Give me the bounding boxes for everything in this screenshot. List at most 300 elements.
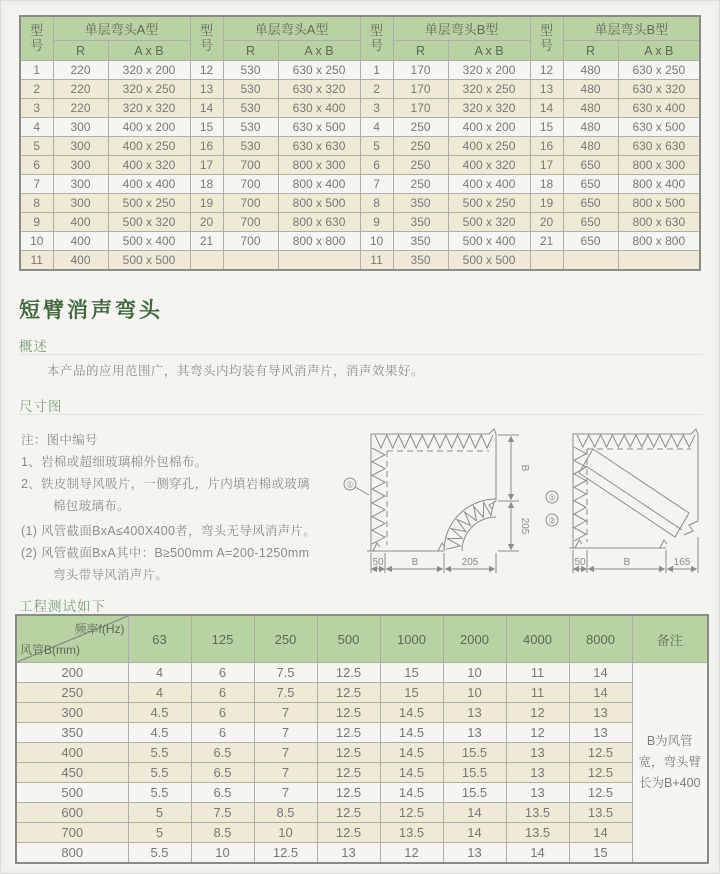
elbow-cell: 700 (223, 194, 278, 213)
elbow-cell: 4 (360, 118, 393, 137)
elbow-cell: 650 (563, 213, 618, 232)
elbow-cell: 300 (53, 156, 108, 175)
elbow-cell: 220 (53, 61, 108, 80)
elbow-cell: 250 (393, 175, 448, 194)
test-cell: 12.5 (569, 783, 632, 803)
elbow-cell: 300 (53, 194, 108, 213)
elbow-model-header: 型号 (190, 16, 223, 61)
test-cell: 13.5 (380, 823, 443, 843)
elbow-cell: 800 x 400 (618, 175, 700, 194)
test-cell: 15.5 (443, 763, 506, 783)
elbow-cell: 5 (20, 137, 53, 156)
test-cell: 7.5 (191, 803, 254, 823)
elbow-cell: 10 (20, 232, 53, 251)
test-cell: 13 (506, 743, 569, 763)
elbow-cell: 500 x 250 (448, 194, 530, 213)
test-cell: 12.5 (317, 783, 380, 803)
elbow-table-row (20, 156, 700, 175)
elbow-cell: 11 (20, 251, 53, 271)
diagonal-header-cell (17, 616, 128, 662)
elbow-cell: 530 (223, 137, 278, 156)
elbow-cell: 800 x 630 (278, 213, 360, 232)
elbow-cell: 13 (530, 80, 563, 99)
test-cell: 7.5 (254, 683, 317, 703)
elbow-cell: 15 (530, 118, 563, 137)
test-cell: 12.5 (317, 823, 380, 843)
test-cell: 12.5 (569, 763, 632, 783)
elbow-cell: 350 (393, 213, 448, 232)
elbow-cell: 500 x 320 (108, 213, 190, 232)
elbow-cell: 9 (20, 213, 53, 232)
test-cell: 7 (254, 763, 317, 783)
test-cell: 12 (380, 843, 443, 864)
elbow-cell: 17 (190, 156, 223, 175)
elbow-cell: 400 x 400 (448, 175, 530, 194)
dim-205-right: 205 (519, 517, 530, 535)
test-cell: 700 (16, 823, 128, 843)
elbow-cell: 11 (360, 251, 393, 271)
test-table-row (16, 743, 708, 763)
test-cell: 8.5 (191, 823, 254, 843)
note-line: 2、铁皮制导风吸片，一侧穿孔，片内填岩棉或玻璃 (21, 477, 310, 491)
elbow-cell: 400 x 200 (448, 118, 530, 137)
test-cell: 5.5 (128, 763, 191, 783)
elbow-group-title-a1: 单层弯头A型 (53, 16, 190, 41)
elbow-cell: 300 (53, 175, 108, 194)
elbow-cell: 7 (360, 175, 393, 194)
remark-header: 备注 (632, 615, 708, 663)
test-cell: 10 (191, 843, 254, 864)
test-cell: 10 (443, 683, 506, 703)
elbow-cell: 630 x 500 (618, 118, 700, 137)
note-line: 棉包玻璃布。 (53, 499, 130, 513)
elbow-cell: 7 (20, 175, 53, 194)
test-table-row (16, 803, 708, 823)
test-cell: 15 (380, 663, 443, 683)
elbow-cell: 400 (53, 251, 108, 271)
test-cell: 4 (128, 683, 191, 703)
elbow-cell: 400 x 250 (448, 137, 530, 156)
r-header: R (563, 41, 618, 61)
elbow-cell: 15 (190, 118, 223, 137)
elbow-cell: 630 x 400 (278, 99, 360, 118)
elbow-cell: 320 x 200 (448, 61, 530, 80)
test-cell: 5 (128, 823, 191, 843)
test-cell: 13.5 (506, 803, 569, 823)
elbow-cell: 10 (360, 232, 393, 251)
test-cell: 7 (254, 723, 317, 743)
elbow-cell: 500 x 400 (108, 232, 190, 251)
test-cell: 350 (16, 723, 128, 743)
elbow-cell: 6 (20, 156, 53, 175)
elbow-cell: 250 (393, 137, 448, 156)
remark-cell: B为风管宽，弯头臂长为B+400 (632, 663, 708, 864)
elbow-cell: 800 x 800 (618, 232, 700, 251)
test-cell: 300 (16, 703, 128, 723)
elbow-cell: 170 (393, 80, 448, 99)
elbow-table-row (20, 80, 700, 99)
elbow-dimension-diagram-curved (339, 421, 546, 595)
elbow-cell: 400 (53, 232, 108, 251)
elbow-cell: 320 x 320 (448, 99, 530, 118)
elbow-cell: 480 (563, 118, 618, 137)
note-line: (1) 风管截面BxA≤400X400者，弯头无导风消声片。 (21, 524, 317, 538)
test-table-row (16, 703, 708, 723)
test-cell: 8.5 (254, 803, 317, 823)
elbow-cell: 20 (190, 213, 223, 232)
dim-b-bottom: B (411, 557, 419, 568)
test-cell: 14 (506, 843, 569, 864)
elbow-cell: 3 (20, 99, 53, 118)
test-cell: 5 (128, 803, 191, 823)
callout-1: ① (346, 479, 354, 490)
test-table-row (16, 843, 708, 864)
test-cell: 6 (191, 703, 254, 723)
elbow-cell: 18 (530, 175, 563, 194)
dim-50-bottom: 50 (574, 557, 586, 568)
elbow-cell: 350 (393, 251, 448, 271)
elbow-cell: 650 (563, 194, 618, 213)
freq-col-header: 8000 (569, 615, 632, 663)
elbow-cell: 800 x 800 (278, 232, 360, 251)
elbow-cell: 8 (360, 194, 393, 213)
dim-b-bottom: B (623, 557, 631, 568)
test-cell: 12.5 (317, 763, 380, 783)
elbow-table-row (20, 61, 700, 80)
elbow-cell: 21 (530, 232, 563, 251)
elbow-cell: 320 x 200 (108, 61, 190, 80)
test-cell: 500 (16, 783, 128, 803)
test-cell: 11 (506, 663, 569, 683)
r-header: R (53, 41, 108, 61)
elbow-cell: 800 x 400 (278, 175, 360, 194)
test-cell: 13 (317, 843, 380, 864)
elbow-cell: 19 (190, 194, 223, 213)
elbow-cell: 17 (530, 156, 563, 175)
elbow-cell: 630 x 630 (618, 137, 700, 156)
test-cell: 14 (443, 803, 506, 823)
elbow-cell: 630 x 250 (278, 61, 360, 80)
elbow-cell: 400 x 320 (448, 156, 530, 175)
elbow-group-title-b1: 单层弯头B型 (393, 16, 530, 41)
test-cell: 15 (569, 843, 632, 864)
elbow-cell: 300 (53, 118, 108, 137)
test-cell: 600 (16, 803, 128, 823)
elbow-cell: 16 (530, 137, 563, 156)
elbow-cell: 480 (563, 137, 618, 156)
elbow-cell: 21 (190, 232, 223, 251)
section-test-label: 工程测试如下 (19, 599, 106, 614)
elbow-cell: 500 x 500 (108, 251, 190, 271)
test-cell: 12.5 (317, 723, 380, 743)
elbow-table-row (20, 175, 700, 194)
test-cell: 12.5 (317, 743, 380, 763)
elbow-cell: 480 (563, 80, 618, 99)
elbow-cell: 700 (223, 232, 278, 251)
elbow-cell: 170 (393, 61, 448, 80)
elbow-cell: 1 (360, 61, 393, 80)
freq-col-header: 125 (191, 615, 254, 663)
elbow-cell: 2 (360, 80, 393, 99)
test-cell: 13 (569, 723, 632, 743)
dim-165-bottom: 165 (673, 557, 691, 568)
elbow-cell: 300 (53, 137, 108, 156)
test-cell: 14.5 (380, 743, 443, 763)
elbow-cell: 530 (223, 118, 278, 137)
callout-1: ① (548, 492, 556, 503)
note-line: 1、岩棉或超细玻璃棉外包棉布。 (21, 455, 208, 469)
test-cell: 6.5 (191, 783, 254, 803)
elbow-cell: 250 (393, 156, 448, 175)
test-cell: 13 (443, 843, 506, 864)
test-table-row (16, 763, 708, 783)
test-cell: 6 (191, 723, 254, 743)
elbow-group-title-a2: 单层弯头A型 (223, 16, 360, 41)
elbow-cell: 650 (563, 156, 618, 175)
r-header: R (393, 41, 448, 61)
elbow-cell: 18 (190, 175, 223, 194)
elbow-cell: 320 x 320 (108, 99, 190, 118)
test-cell: 7 (254, 783, 317, 803)
elbow-table-row (20, 118, 700, 137)
elbow-cell: 800 x 500 (618, 194, 700, 213)
elbow-cell: 500 x 500 (448, 251, 530, 271)
elbow-cell: 800 x 630 (618, 213, 700, 232)
axb-header: A x B (618, 41, 700, 61)
test-cell: 4 (128, 663, 191, 683)
test-cell: 4.5 (128, 703, 191, 723)
elbow-model-header: 型号 (20, 16, 53, 61)
test-cell: 13 (443, 703, 506, 723)
test-cell: 12.5 (254, 843, 317, 864)
elbow-table-row (20, 194, 700, 213)
elbow-cell: 500 x 250 (108, 194, 190, 213)
elbow-cell: 630 x 320 (618, 80, 700, 99)
elbow-cell: 700 (223, 156, 278, 175)
test-table-row (16, 683, 708, 703)
elbow-cell: 1 (20, 61, 53, 80)
test-cell: 12 (506, 703, 569, 723)
elbow-table-row (20, 213, 700, 232)
elbow-cell: 350 (393, 232, 448, 251)
elbow-cell (563, 251, 618, 271)
test-cell: 12.5 (317, 803, 380, 823)
test-cell: 13.5 (506, 823, 569, 843)
elbow-cell: 14 (190, 99, 223, 118)
elbow-cell: 530 (223, 61, 278, 80)
elbow-cell (223, 251, 278, 271)
elbow-cell: 5 (360, 137, 393, 156)
elbow-cell (618, 251, 700, 271)
elbow-cell: 480 (563, 99, 618, 118)
elbow-cell: 170 (393, 99, 448, 118)
test-cell: 6 (191, 663, 254, 683)
elbow-cell: 630 x 400 (618, 99, 700, 118)
elbow-cell: 4 (20, 118, 53, 137)
elbow-table-row (20, 232, 700, 251)
elbow-cell: 800 x 300 (278, 156, 360, 175)
elbow-cell: 13 (190, 80, 223, 99)
elbow-table-row (20, 99, 700, 118)
elbow-cell (530, 251, 563, 271)
axb-header: A x B (108, 41, 190, 61)
elbow-cell: 250 (393, 118, 448, 137)
test-table-row (16, 663, 708, 683)
acoustic-test-table (15, 614, 709, 864)
axb-header: A x B (448, 41, 530, 61)
elbow-cell: 350 (393, 194, 448, 213)
duct-width-header: 风管B(mm) (20, 643, 80, 657)
overview-text: 本产品的应用范围广，其弯头内均装有导风消声片，消声效果好。 (47, 364, 425, 378)
test-cell: 12.5 (317, 663, 380, 683)
test-cell: 13 (569, 703, 632, 723)
page-title: 短臂消声弯头 (19, 298, 163, 322)
elbow-cell: 500 x 400 (448, 232, 530, 251)
elbow-model-header: 型号 (360, 16, 393, 61)
elbow-cell (278, 251, 360, 271)
elbow-size-table (19, 15, 701, 271)
elbow-cell: 400 x 320 (108, 156, 190, 175)
elbow-cell (190, 251, 223, 271)
test-cell: 13 (506, 783, 569, 803)
test-cell: 14.5 (380, 723, 443, 743)
elbow-cell: 480 (563, 61, 618, 80)
test-cell: 6.5 (191, 743, 254, 763)
dim-b-right: B (519, 464, 530, 472)
elbow-cell: 320 x 250 (108, 80, 190, 99)
test-cell: 6.5 (191, 763, 254, 783)
elbow-cell: 700 (223, 175, 278, 194)
freq-col-header: 500 (317, 615, 380, 663)
elbow-cell: 14 (530, 99, 563, 118)
test-cell: 12.5 (317, 703, 380, 723)
elbow-table-row (20, 137, 700, 156)
r-header: R (223, 41, 278, 61)
elbow-table-row (20, 251, 700, 271)
test-cell: 12 (506, 723, 569, 743)
test-cell: 13.5 (569, 803, 632, 823)
test-cell: 800 (16, 843, 128, 864)
test-cell: 200 (16, 663, 128, 683)
test-cell: 14 (569, 663, 632, 683)
test-cell: 5.5 (128, 743, 191, 763)
elbow-cell: 650 (563, 232, 618, 251)
axb-header: A x B (278, 41, 360, 61)
elbow-cell: 500 x 320 (448, 213, 530, 232)
dim-50-bottom: 50 (372, 557, 384, 568)
elbow-cell: 8 (20, 194, 53, 213)
elbow-cell: 220 (53, 80, 108, 99)
test-cell: 400 (16, 743, 128, 763)
test-cell: 13 (443, 723, 506, 743)
elbow-cell: 6 (360, 156, 393, 175)
test-cell: 7.5 (254, 663, 317, 683)
test-cell: 4.5 (128, 723, 191, 743)
test-cell: 12.5 (380, 803, 443, 823)
elbow-cell: 2 (20, 80, 53, 99)
elbow-dimension-diagram-vane (541, 421, 713, 595)
elbow-cell: 800 x 500 (278, 194, 360, 213)
freq-col-header: 4000 (506, 615, 569, 663)
test-cell: 7 (254, 743, 317, 763)
elbow-cell: 220 (53, 99, 108, 118)
note-line: (2) 风管截面BxA其中：B≥500mm A=200-1250mm (21, 546, 310, 560)
note-line: 注：图中编号 (21, 433, 98, 447)
test-table-row (16, 823, 708, 843)
test-cell: 15.5 (443, 783, 506, 803)
test-table-row (16, 783, 708, 803)
test-cell: 250 (16, 683, 128, 703)
test-cell: 10 (254, 823, 317, 843)
elbow-cell: 20 (530, 213, 563, 232)
test-cell: 14 (443, 823, 506, 843)
divider (19, 354, 703, 355)
elbow-model-header: 型号 (530, 16, 563, 61)
note-line: 弯头带导风消声片。 (53, 568, 169, 582)
test-cell: 5.5 (128, 843, 191, 864)
elbow-cell: 12 (190, 61, 223, 80)
callout-2: ② (548, 515, 556, 526)
elbow-cell: 12 (530, 61, 563, 80)
figure-notes (21, 429, 351, 586)
test-cell: 14 (569, 683, 632, 703)
freq-col-header: 250 (254, 615, 317, 663)
elbow-group-title-b2: 单层弯头B型 (563, 16, 700, 41)
test-table-row (16, 723, 708, 743)
test-cell: 13 (506, 763, 569, 783)
elbow-cell: 320 x 250 (448, 80, 530, 99)
elbow-cell: 9 (360, 213, 393, 232)
test-cell: 12.5 (317, 683, 380, 703)
freq-col-header: 2000 (443, 615, 506, 663)
elbow-cell: 630 x 630 (278, 137, 360, 156)
elbow-cell: 530 (223, 99, 278, 118)
test-cell: 14 (569, 823, 632, 843)
elbow-cell: 630 x 320 (278, 80, 360, 99)
elbow-cell: 530 (223, 80, 278, 99)
test-cell: 10 (443, 663, 506, 683)
test-cell: 7 (254, 703, 317, 723)
test-cell: 14.5 (380, 763, 443, 783)
elbow-cell: 19 (530, 194, 563, 213)
elbow-cell: 400 (53, 213, 108, 232)
elbow-cell: 400 x 250 (108, 137, 190, 156)
section-dimension-label: 尺寸图 (19, 399, 63, 414)
freq-col-header: 1000 (380, 615, 443, 663)
test-cell: 6 (191, 683, 254, 703)
test-cell: 14.5 (380, 783, 443, 803)
elbow-cell: 630 x 500 (278, 118, 360, 137)
elbow-cell: 16 (190, 137, 223, 156)
test-cell: 12.5 (569, 743, 632, 763)
elbow-cell: 700 (223, 213, 278, 232)
elbow-cell: 400 x 400 (108, 175, 190, 194)
dim-205-bottom: 205 (461, 557, 479, 568)
elbow-cell: 400 x 200 (108, 118, 190, 137)
frequency-header: 频率f(Hz) (74, 622, 125, 636)
elbow-cell: 800 x 300 (618, 156, 700, 175)
test-cell: 15 (380, 683, 443, 703)
elbow-cell: 630 x 250 (618, 61, 700, 80)
test-cell: 14.5 (380, 703, 443, 723)
section-overview-label: 概述 (19, 339, 48, 354)
test-cell: 15.5 (443, 743, 506, 763)
test-cell: 5.5 (128, 783, 191, 803)
divider (19, 414, 703, 415)
test-cell: 11 (506, 683, 569, 703)
elbow-cell: 650 (563, 175, 618, 194)
test-cell: 450 (16, 763, 128, 783)
